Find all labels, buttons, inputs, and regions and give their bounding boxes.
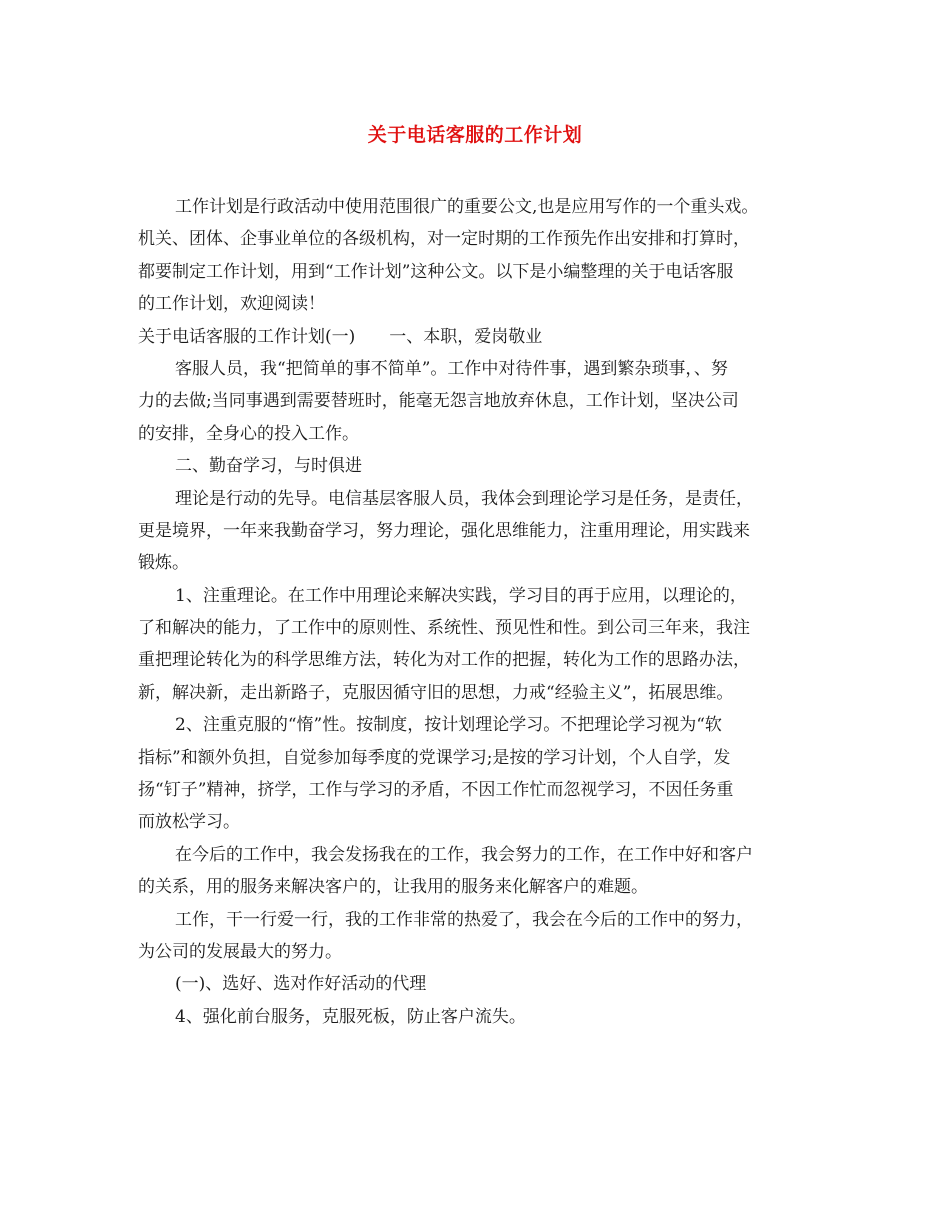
paragraph-line: 2、注重克服的“惰”性。按制度，按计划理论学习。不把理论学习视为“软 — [175, 715, 722, 736]
paragraph-line: 4、强化前台服务，克服死板，防止客户流失。 — [175, 1006, 526, 1027]
paragraph-line: 而放松学习。 — [138, 812, 240, 833]
paragraph-line: 工作，干一行爱一行，我的工作非常的热爱了，我会在今后的工作中的努力， — [175, 909, 753, 930]
paragraph-line: 的工作计划，欢迎阅读！ — [138, 294, 325, 315]
paragraph-line: 机关、团体、企事业单位的各级机构，对一定时期的工作预先作出安排和打算时， — [138, 229, 750, 250]
paragraph-line: 的安排，全身心的投入工作。 — [138, 423, 359, 444]
paragraph-line: 新，解决新，走出新路子，克服因循守旧的思想，力戒“经验主义”，拓展思维。 — [138, 682, 734, 703]
document-title: 关于电话客服的工作计划 — [367, 124, 583, 146]
paragraph-line: 工作计划是行政活动中使用范围很广的重要公文,也是应用写作的一个重头戏。 — [175, 197, 759, 217]
section-heading-line: (一)、选好、选对作好活动的代理 — [175, 974, 427, 995]
section-heading-line: 二、勤奋学习，与时俱进 — [175, 456, 362, 477]
paragraph-line: 锻炼。 — [138, 553, 189, 574]
paragraph-line: 力的去做;当同事遇到需要替班时，能毫无怨言地放弃休息，工作计划，坚决公司 — [138, 391, 739, 412]
paragraph-line: 扬“钉子”精神，挤学，工作与学习的矛盾，不因工作忙而忽视学习，不因任务重 — [138, 780, 734, 801]
paragraph-line: 为公司的发展最大的努力。 — [138, 941, 342, 962]
paragraph-line: 更是境界，一年来我勤奋学习，努力理论，强化思维能力，注重用理论，用实践来 — [138, 520, 750, 541]
paragraph-line: 1、注重理论。在工作中用理论来解决实践，学习目的再于应用，以理论的， — [175, 585, 747, 606]
paragraph-line: 在今后的工作中，我会发扬我在的工作，我会努力的工作，在工作中好和客户 — [175, 844, 753, 865]
paragraph-line: 理论是行动的先导。电信基层客服人员，我体会到理论学习是任务，是责任， — [175, 488, 753, 509]
paragraph-line: 客服人员，我“把简单的事不简单”。工作中对待件事，遇到繁杂琐事，、努 — [175, 358, 728, 379]
document-body — [138, 193, 818, 1035]
paragraph-line: 的关系，用的服务来解决客户的，让我用的服务来化解客户的难题。 — [138, 877, 648, 898]
paragraph-line: 重把理论转化为的科学思维方法，转化为对工作的把握，转化为工作的思路办法， — [138, 650, 750, 671]
section-heading-line: 关于电话客服的工作计划(一) 一、本职，爱岗敬业 — [138, 326, 543, 347]
paragraph-line: 了和解决的能力，了工作中的原则性、系统性、预见性和性。到公司三年来，我注 — [138, 618, 750, 639]
paragraph-line: 都要制定工作计划，用到“工作计划”这种公文。以下是小编整理的关于电话客服 — [138, 261, 734, 282]
paragraph-line: 指标”和额外负担，自觉参加每季度的党课学习;是按的学习计划，个人自学，发 — [138, 747, 731, 768]
